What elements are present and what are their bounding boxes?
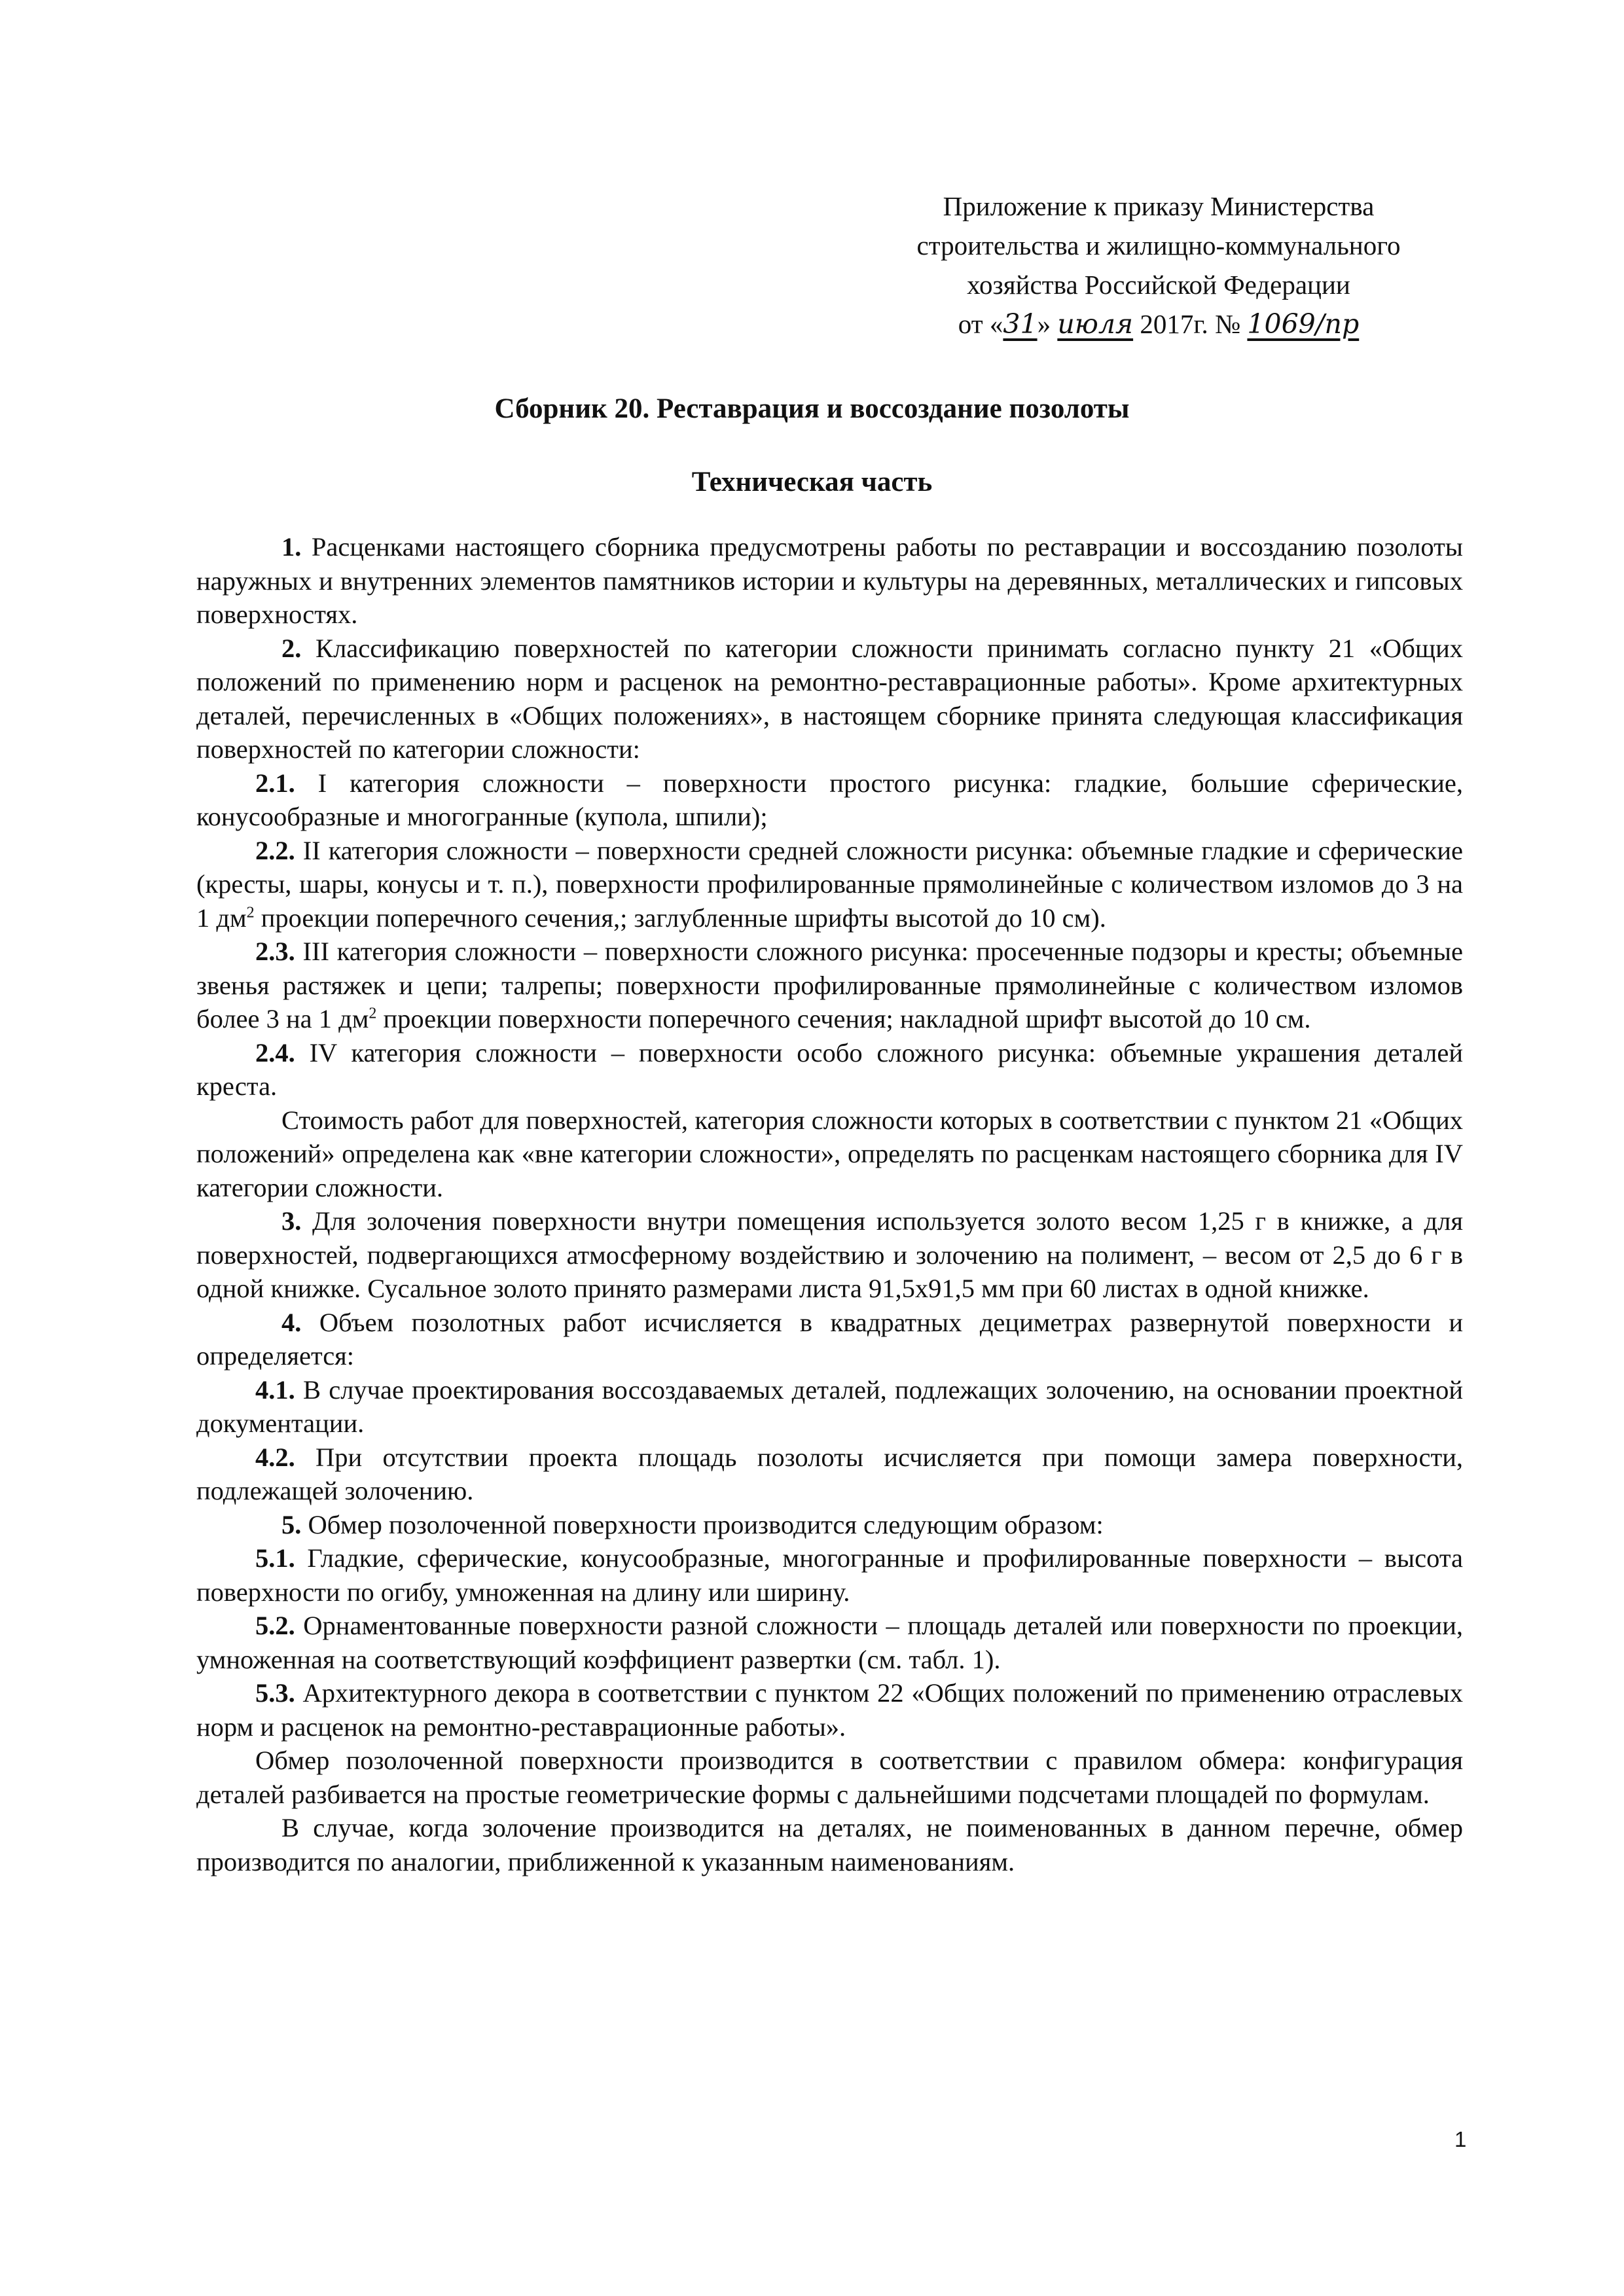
paragraph-number: 4.1. (255, 1374, 295, 1405)
paragraph-text: Обмер позолоченной поверхности производится следующим образом: (301, 1509, 1104, 1539)
paragraph-5-2 (196, 1609, 1463, 1676)
paragraph-2-1 (196, 766, 1463, 834)
date-year: 2017г. № (1133, 309, 1248, 339)
paragraph-number: 4.2. (255, 1442, 295, 1472)
paragraph-number: 5.3. (255, 1678, 295, 1708)
paragraph-number: 5. (281, 1509, 302, 1539)
paragraph-number: 2. (281, 633, 302, 663)
paragraph-5-3 (196, 1676, 1463, 1744)
paragraph-cost-note (196, 1103, 1463, 1205)
header-line-2: строительства и жилищно-коммунального (916, 230, 1401, 260)
date-prefix: от « (958, 309, 1003, 339)
superscript: 2 (369, 1005, 377, 1022)
paragraph-text: Гладкие, сферические, конусообразные, многогранные и профилированные поверхности – высота поверхности по огибу, умноженная на длину или ширину. (196, 1543, 1463, 1607)
date-mid: » (1037, 309, 1058, 339)
paragraph-text: Архитектурного декора в соответствии с пунктом 22 «Общих положений по применению отраслевых норм и расценок на ремонтно-реставрационные работы». (196, 1678, 1463, 1742)
paragraph-4-2 (196, 1441, 1463, 1508)
paragraph-text: Обмер позолоченной поверхности производится в соответствии с правилом обмера: конфигурация деталей разбивается на простые геометрические формы с дальнейшими подсчетами площадей по формулам. (196, 1746, 1463, 1809)
paragraph-number: 4. (281, 1307, 302, 1337)
document-body (196, 530, 1463, 1878)
paragraph-text-cont: проекции поперечного сечения,; заглубленные шрифты высотой до 10 см). (254, 903, 1106, 933)
superscript: 2 (246, 904, 255, 921)
handwritten-day: 31 (1003, 308, 1038, 340)
paragraph-2-2 (196, 834, 1463, 935)
paragraph-number: 2.4. (255, 1037, 295, 1067)
paragraph-3 (196, 1204, 1463, 1306)
paragraph-2-3 (196, 935, 1463, 1036)
section-title: Техническая часть (691, 467, 933, 497)
header-date-line (844, 304, 1473, 344)
header-line-3: хозяйства Российской Федерации (967, 270, 1350, 300)
paragraph-4 (196, 1306, 1463, 1373)
handwritten-order-number: 1069/пр (1247, 308, 1360, 340)
paragraph-1 (196, 530, 1463, 632)
paragraph-2-4 (196, 1036, 1463, 1103)
paragraph-text-cont: проекции поверхности поперечного сечения; накладной шрифт высотой до 10 см. (376, 1004, 1311, 1033)
paragraph-text: Стоимость работ для поверхностей, категория сложности которых в соответствии с пунктом 21 «Общих положений» определена как «вне категории сложности», определять по расценкам настоящего сборника для IV категории сложности. (196, 1105, 1463, 1202)
paragraph-text: Для золочения поверхности внутри помещения используется золото весом 1,25 г в книжке, а для поверхностей, подвергающихся атмосферному воздействию и золочению на полимент, – весом от 2,5 до 6 г в одной книжке. Сусальное золото принято размерами листа 91,5х91,5 мм при 60 листах в одной книжке. (196, 1206, 1463, 1303)
paragraph-text: При отсутствии проекта площадь позолоты исчисляется при помощи замера поверхности, подлежащей золочению. (196, 1442, 1463, 1505)
paragraph-text: В случае, когда золочение производится на деталях, не поименованных в данном перечне, обмер производится по аналогии, приближенной к указанным наименованиям. (196, 1813, 1463, 1876)
paragraph-5-1 (196, 1541, 1463, 1609)
header-line-1: Приложение к приказу Министерства (943, 191, 1375, 221)
paragraph-text: IV категория сложности – поверхности особо сложного рисунка: объемные украшения деталей креста. (196, 1037, 1463, 1101)
paragraph-measure-rule (196, 1744, 1463, 1811)
paragraph-number: 3. (281, 1206, 302, 1236)
paragraph-text: Классификацию поверхностей по категории сложности принимать согласно пункту 21 «Общих положений по применению норм и расценок на ремонтно-реставрационные работы». Кроме архитектурных деталей, перечисленных в «Общих положениях», в настоящем сборнике принята следующая классификация поверхностей по категории сложности: (196, 633, 1463, 764)
paragraph-text: В случае проектирования воссоздаваемых деталей, подлежащих золочению, на основании проектной документации. (196, 1374, 1463, 1438)
paragraph-analogy (196, 1811, 1463, 1878)
paragraph-number: 2.3. (255, 937, 295, 966)
collection-title: Сборник 20. Реставрация и воссоздание позолоты (494, 393, 1130, 424)
paragraph-text: Орнаментованные поверхности разной сложности – площадь деталей или поверхности по проекции, умноженная на соответствующий коэффициент развертки (см. табл. 1). (196, 1611, 1463, 1674)
approval-header (844, 187, 1473, 344)
paragraph-text: Объем позолотных работ исчисляется в квадратных дециметрах развернутой поверхности и определяется: (196, 1307, 1463, 1371)
paragraph-text: Расценками настоящего сборника предусмотрены работы по реставрации и воссозданию позолоты наружных и внутренних элементов памятников истории и культуры на деревянных, металлических и гипсовых поверхностях. (196, 532, 1463, 629)
paragraph-number: 5.1. (255, 1543, 295, 1573)
paragraph-number: 2.1. (255, 768, 295, 798)
handwritten-month: июля (1057, 308, 1134, 340)
paragraph-2 (196, 632, 1463, 766)
paragraph-text: II категория сложности – поверхности средней сложности рисунка: объемные гладкие и сферические (кресты, шары, конусы и т. п.), поверхности профилированные прямолинейные с количеством изломов до 3 на 1 дм (196, 835, 1463, 933)
paragraph-number: 1. (281, 532, 302, 562)
paragraph-5 (196, 1508, 1463, 1542)
paragraph-4-1 (196, 1373, 1463, 1441)
page-number: 1 (1454, 2127, 1467, 2151)
paragraph-number: 5.2. (255, 1611, 295, 1640)
paragraph-text: III категория сложности – поверхности сложного рисунка: просеченные подзоры и кресты; объемные звенья растяжек и цепи; талрепы; поверхности профилированные прямолинейные с количеством изломов более 3 на 1 дм (196, 937, 1463, 1033)
paragraph-number: 2.2. (255, 835, 295, 865)
paragraph-text: I категория сложности – поверхности простого рисунка: гладкие, большие сферические, конусообразные и многогранные (купола, шпили); (196, 768, 1463, 831)
